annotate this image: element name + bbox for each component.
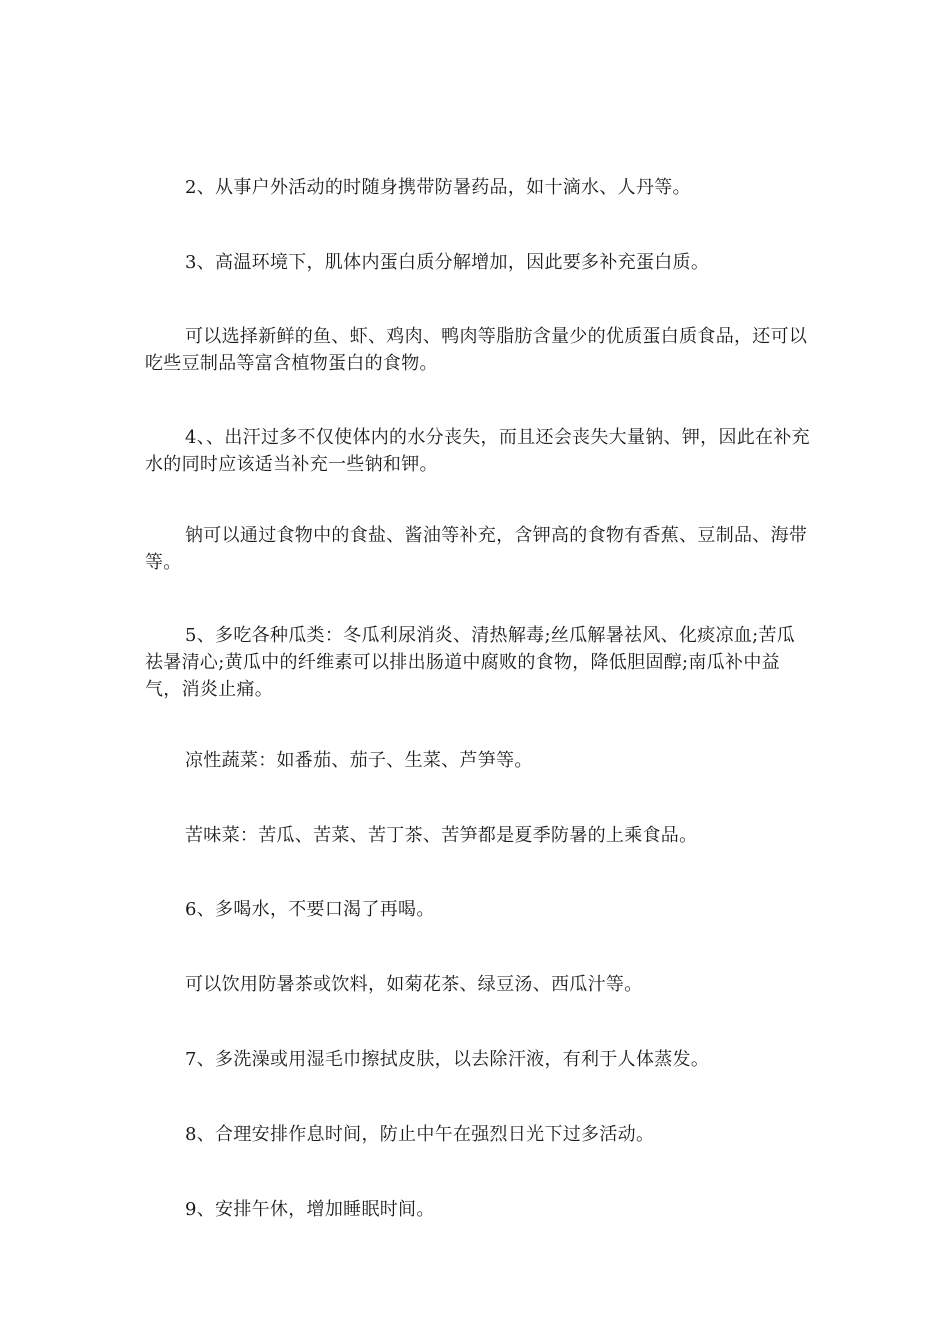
paragraph-tip-5: 5、多吃各种瓜类：冬瓜利尿消炎、清热解毒;丝瓜解暑祛风、化痰凉血;苦瓜祛暑清心;黄瓜中的纤维素可以排出肠道中腐败的食物，降低胆固醇;南瓜补中益气，消炎止痛。 <box>145 625 796 700</box>
paragraph-protein-foods: 可以选择新鲜的鱼、虾、鸡肉、鸭肉等脂肪含量少的优质蛋白质食品，还可以吃些豆制品等富含植物蛋白的食物。 <box>145 326 808 374</box>
paragraph-bitter-vegetables: 苦味菜：苦瓜、苦菜、苦丁茶、苦笋都是夏季防暑的上乘食品。 <box>185 825 698 846</box>
paragraph-tip-9: 9、安排午休，增加睡眠时间。 <box>185 1199 435 1220</box>
paragraph-cool-vegetables: 凉性蔬菜：如番茄、茄子、生菜、芦笋等。 <box>185 750 533 771</box>
paragraph-tip-4: 4、、出汗过多不仅使体内的水分丧失，而且还会丧失大量钠、钾，因此在补充水的同时应该适当补充一些钠和钾。 <box>145 427 810 475</box>
paragraph-sodium-potassium: 钠可以通过食物中的食盐、酱油等补充，含钾高的食物有香蕉、豆制品、海带等。 <box>145 525 808 573</box>
paragraph-tip-8: 8、合理安排作息时间，防止中午在强烈日光下过多活动。 <box>185 1124 655 1145</box>
paragraph-drinks: 可以饮用防暑茶或饮料，如菊花茶、绿豆汤、西瓜汁等。 <box>185 974 643 995</box>
paragraph-tip-7: 7、多洗澡或用湿毛巾擦拭皮肤，以去除汗液，有利于人体蒸发。 <box>185 1049 710 1070</box>
paragraph-tip-6: 6、多喝水，不要口渴了再喝。 <box>185 899 435 920</box>
paragraph-tip-2: 2、从事户外活动的时随身携带防暑药品，如十滴水、人丹等。 <box>185 177 691 198</box>
paragraph-tip-3: 3、高温环境下，肌体内蛋白质分解增加，因此要多补充蛋白质。 <box>185 252 710 273</box>
